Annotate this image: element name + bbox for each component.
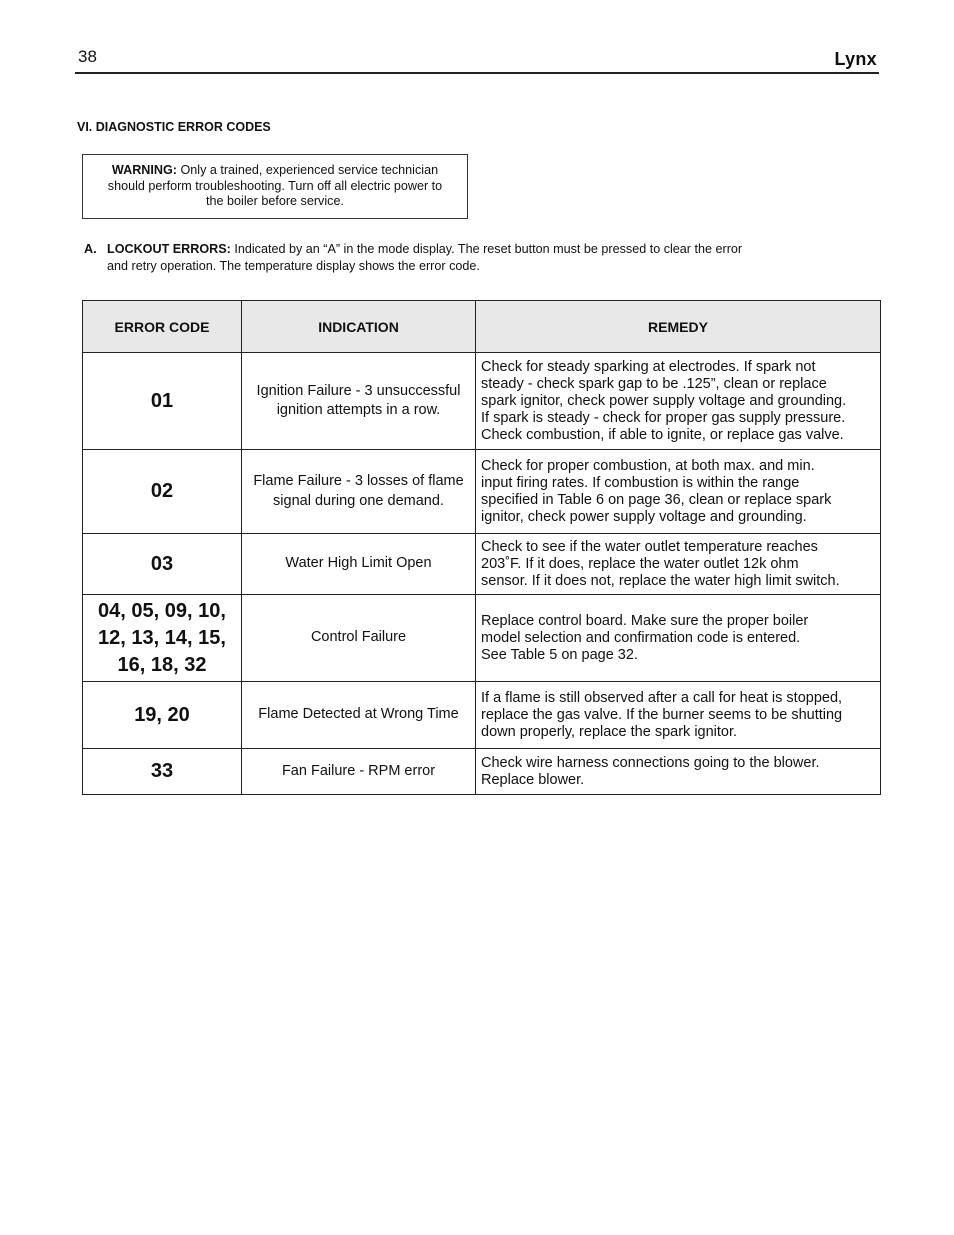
header-rule — [75, 72, 879, 74]
code-line: 16, 18, 32 — [117, 653, 207, 676]
error-codes-table — [82, 300, 881, 795]
remedy-cell — [476, 749, 881, 795]
code-line: 01 — [150, 389, 174, 412]
remedy-line: down properly, replace the spark ignitor. — [481, 723, 738, 740]
remedy-line: Check to see if the water outlet temperature reaches — [481, 538, 818, 555]
table-row — [83, 450, 881, 534]
lockout-label: LOCKOUT ERRORS: — [107, 242, 231, 256]
lockout-letter: A. — [84, 242, 97, 256]
indication-line: Flame Detected at Wrong Time — [258, 706, 459, 723]
indication-line: Water High Limit Open — [285, 555, 432, 572]
remedy-line: 203˚F. If it does, replace the water outlet 12k ohm — [481, 555, 799, 572]
warning-box — [82, 154, 468, 219]
remedy-line: model selection and confirmation code is entered. — [481, 629, 801, 646]
error-code-cell — [83, 749, 242, 795]
error-code-cell — [83, 534, 242, 595]
lockout-text-1: Indicated by an “A” in the mode display. The reset button must be pressed to clear the error — [230, 242, 743, 256]
remedy-line: If spark is steady - check for proper gas supply pressure. — [481, 409, 846, 426]
warning-line-2: should perform troubleshooting. Turn off all electric power to — [107, 178, 443, 193]
remedy-line: steady - check spark gap to be .125”, clean or replace — [481, 375, 827, 392]
remedy-line: replace the gas valve. If the burner seems to be shutting — [481, 706, 843, 723]
table-header-row — [83, 301, 881, 353]
indication-line: Flame Failure - 3 losses of flame — [253, 473, 464, 489]
table-row — [83, 595, 881, 682]
warning-line-3: the boiler before service. — [206, 194, 344, 208]
remedy-cell — [476, 534, 881, 595]
code-line: 19, 20 — [134, 703, 190, 726]
header-remedy: REMEDY — [476, 301, 881, 353]
indication-cell — [242, 450, 476, 534]
remedy-line: sensor. If it does not, replace the water high limit switch. — [481, 572, 840, 589]
header-error-code: ERROR CODE — [83, 301, 242, 353]
code-line: 04, 05, 09, 10, — [98, 599, 226, 622]
indication-line: Control Failure — [310, 629, 407, 646]
remedy-line: ignitor, check power supply voltage and grounding. — [481, 508, 807, 525]
indication-line: ignition attempts in a row. — [276, 402, 441, 418]
indication-cell — [242, 353, 476, 450]
error-code-cell — [83, 353, 242, 450]
table-row — [83, 749, 881, 795]
section-heading: VI. DIAGNOSTIC ERROR CODES — [77, 120, 271, 134]
table-row — [83, 534, 881, 595]
error-code-cell — [83, 450, 242, 534]
lockout-text-2: and retry operation. The temperature display shows the error code. — [107, 258, 480, 273]
indication-line: Fan Failure - RPM error — [281, 762, 436, 779]
remedy-line: See Table 5 on page 32. — [481, 646, 638, 663]
remedy-line: Replace control board. Make sure the proper boiler — [481, 612, 809, 629]
table-row — [83, 682, 881, 749]
indication-cell — [242, 534, 476, 595]
warning-label: WARNING: — [111, 163, 177, 177]
remedy-line: Replace blower. — [481, 771, 585, 788]
remedy-line: spark ignitor, check power supply voltage and grounding. — [481, 392, 847, 409]
brand-title: Lynx — [834, 49, 877, 69]
error-code-cell — [83, 682, 242, 749]
remedy-line: Check for steady sparking at electrodes. If spark not — [481, 358, 816, 375]
remedy-line: Check combustion, if able to ignite, or replace gas valve. — [481, 426, 844, 443]
error-code-cell — [83, 595, 242, 682]
lockout-paragraph — [84, 241, 844, 274]
indication-line: Ignition Failure - 3 unsuccessful — [256, 382, 461, 399]
remedy-cell — [476, 595, 881, 682]
indication-cell — [242, 595, 476, 682]
code-line: 02 — [150, 480, 174, 502]
remedy-line: input firing rates. If combustion is within the range — [481, 474, 800, 491]
table-row — [83, 353, 881, 450]
warning-line-1 — [91, 163, 459, 179]
code-line: 03 — [150, 552, 174, 575]
remedy-line: Check for proper combustion, at both max. and min. — [481, 457, 815, 474]
indication-line: signal during one demand. — [273, 492, 444, 509]
indication-cell — [242, 682, 476, 749]
remedy-cell — [476, 450, 881, 534]
indication-cell — [242, 749, 476, 795]
page-number: 38 — [78, 47, 97, 66]
code-line: 12, 13, 14, 15, — [98, 626, 226, 649]
remedy-cell — [476, 682, 881, 749]
remedy-line: If a flame is still observed after a call for heat is stopped, — [481, 689, 843, 706]
warning-text-1: Only a trained, experienced service technician — [176, 163, 439, 177]
remedy-cell — [476, 353, 881, 450]
remedy-line: specified in Table 6 on page 36, clean or replace spark — [481, 491, 832, 508]
remedy-line: Check wire harness connections going to the blower. — [481, 754, 820, 771]
header-indication: INDICATION — [242, 301, 476, 353]
code-line: 33 — [150, 760, 174, 782]
